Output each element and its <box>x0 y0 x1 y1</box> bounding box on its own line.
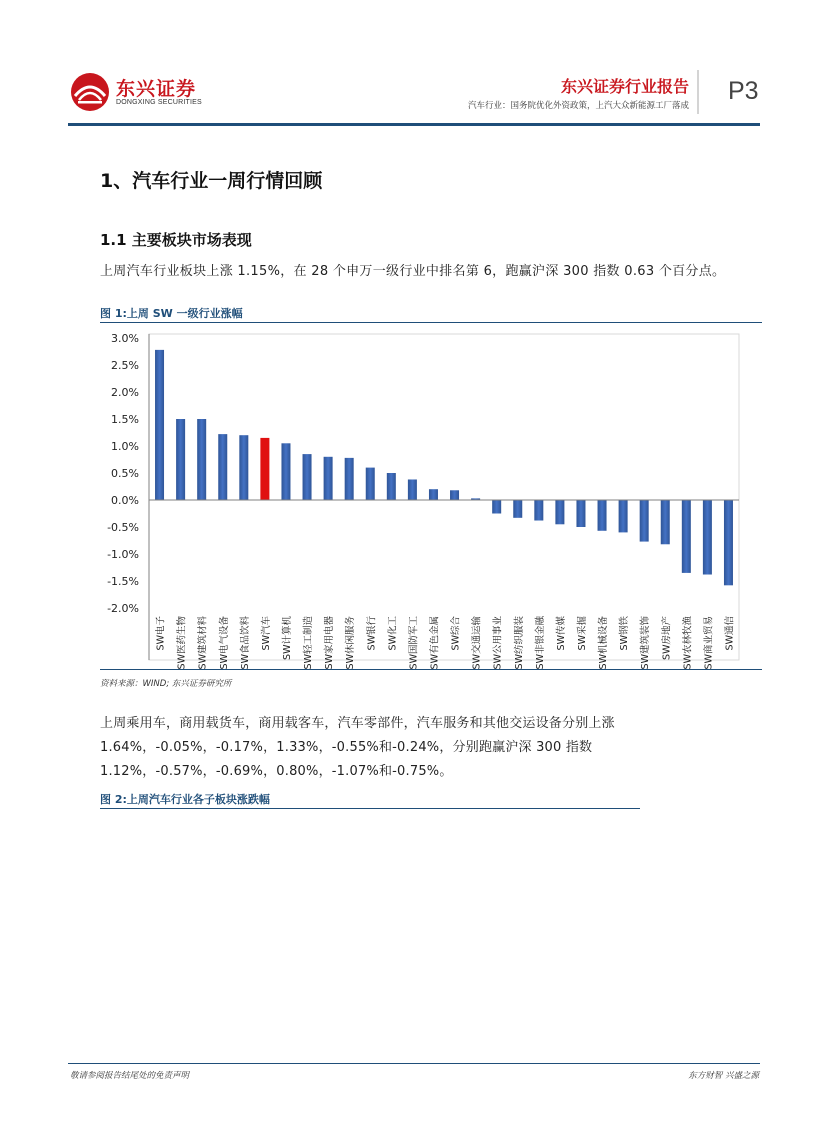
x-tick-label: SW商业贸易 <box>703 616 715 669</box>
logo-text-cn: 东兴证券 <box>116 78 197 100</box>
plot-frame <box>149 334 739 660</box>
x-tick-labels <box>155 616 736 669</box>
x-tick-label: SW化工 <box>387 616 399 651</box>
y-tick-label: 2.0% <box>111 386 139 399</box>
x-tick-label: SW建筑装饰 <box>640 616 652 669</box>
subsector-paragraph: 上周乘用车，商用载货车，商用载客车，汽车零部件，汽车服务和其他交运设备分别上涨 1.64%，-0.05%，-0.17%，1.33%，-0.55%和-0.24%，分别跑赢沪深 300 指数 1.12%，-0.57%，-0.69%，0.80%，-1.07%和-0.75%。 <box>100 716 615 779</box>
bar-15 <box>450 490 459 500</box>
x-tick-label: SW食品饮料 <box>239 616 251 669</box>
intro-paragraph: 上周汽车行业板块上涨 1.15%，在 28 个申万一级行业中排名第 6，跑赢沪深 300 指数 0.63 个百分点。 <box>100 264 726 279</box>
dongxing-logo-icon <box>70 72 110 112</box>
x-tick-label: SW国防军工 <box>408 616 420 669</box>
page-number: P3 <box>728 77 759 105</box>
y-tick-label: 3.0% <box>111 332 139 345</box>
figure-1-top-rule <box>100 322 762 323</box>
bar-11 <box>366 468 375 500</box>
subsection-heading: 1.1 主要板块市场表现 <box>100 231 252 249</box>
x-tick-label: SW纺织服装 <box>513 616 525 669</box>
bar-5 <box>239 435 248 500</box>
x-tick-label: SW汽车 <box>260 616 272 651</box>
disclaimer-note: 敬请参阅报告结尾处的免责声明 <box>70 1071 190 1081</box>
x-tick-label: SW通信 <box>724 616 736 651</box>
bar-10 <box>345 458 354 500</box>
x-tick-label: SW建筑材料 <box>197 616 209 669</box>
bar-2 <box>176 419 185 500</box>
company-logo <box>70 72 220 114</box>
bar-4 <box>218 434 227 500</box>
bar-24 <box>640 500 649 542</box>
x-tick-label: SW农林牧渔 <box>682 616 694 669</box>
bar-22 <box>598 500 607 531</box>
x-tick-label: SW房地产 <box>661 616 673 660</box>
x-tick-label: SW休闲服务 <box>345 616 357 669</box>
y-tick-label: -1.5% <box>107 575 139 588</box>
header-divider <box>697 70 699 114</box>
y-tick-label: 0.0% <box>111 494 139 507</box>
bar-26 <box>682 500 691 573</box>
x-tick-label: SW传媒 <box>555 616 567 651</box>
header-rule <box>68 123 760 126</box>
report-title: 东兴证券行业报告 <box>560 77 689 96</box>
x-tick-label: SW计算机 <box>281 616 293 660</box>
bar-20 <box>555 500 564 524</box>
bar-27 <box>703 500 712 575</box>
source-note: 资料来源：WIND; 东兴证券研究所 <box>100 679 232 689</box>
y-tick-labels <box>107 332 139 615</box>
x-tick-label: SW机械设备 <box>598 616 610 669</box>
x-tick-label: SW交通运输 <box>471 616 483 669</box>
x-tick-label: SW综合 <box>450 616 462 651</box>
bar-21 <box>576 500 585 527</box>
bar-12 <box>387 473 396 500</box>
y-tick-label: 1.0% <box>111 440 139 453</box>
bar-1 <box>155 350 164 500</box>
bar-3 <box>197 419 206 500</box>
footer-rule <box>68 1063 760 1064</box>
bar-13 <box>408 479 417 500</box>
bar-17 <box>492 500 501 514</box>
x-tick-label: SW公用事业 <box>492 616 504 669</box>
bar-9 <box>324 457 333 500</box>
x-tick-label: SW采掘 <box>576 616 588 651</box>
source-rule <box>100 669 762 670</box>
bar-chart-svg <box>100 324 762 669</box>
x-tick-label: SW非银金融 <box>534 616 546 669</box>
bar-14 <box>429 489 438 500</box>
x-tick-label: SW有色金属 <box>429 616 441 669</box>
x-tick-label: SW医药生物 <box>176 616 188 669</box>
logo-text-en: DONGXING SECURITIES <box>116 99 202 106</box>
bar-series <box>149 350 739 585</box>
x-tick-label: SW电气设备 <box>218 616 230 669</box>
figure-2-top-rule <box>100 808 640 809</box>
bar-7 <box>281 443 290 500</box>
bar-8 <box>303 454 312 500</box>
bar-18 <box>513 500 522 518</box>
x-tick-label: SW钢铁 <box>619 616 631 651</box>
section-heading: 1、汽车行业一周行情回顾 <box>100 170 323 192</box>
bar-19 <box>534 500 543 521</box>
bar-28 <box>724 500 733 585</box>
y-tick-label: -0.5% <box>107 521 139 534</box>
y-tick-label: -1.0% <box>107 548 139 561</box>
footer-slogan: 东方财智 兴盛之源 <box>688 1071 759 1081</box>
bar-25 <box>661 500 670 544</box>
x-tick-label: SW轻工制造 <box>303 616 315 669</box>
x-tick-label: SW银行 <box>366 616 378 651</box>
figure-2-caption: 图 2:上周汽车行业各子板块涨跌幅 <box>100 793 270 806</box>
report-subtitle: 汽车行业：国务院优化外资政策，上汽大众新能源工厂落成 <box>467 101 689 111</box>
y-tick-label: 2.5% <box>111 359 139 372</box>
bar-23 <box>619 500 628 532</box>
y-tick-label: -2.0% <box>107 602 139 615</box>
y-tick-label: 0.5% <box>111 467 139 480</box>
y-tick-label: 1.5% <box>111 413 139 426</box>
bar-6 <box>260 438 269 500</box>
x-tick-label: SW家用电器 <box>324 616 336 669</box>
figure-1-caption: 图 1:上周 SW 一级行业涨幅 <box>100 307 243 320</box>
industry-returns-chart <box>100 324 762 669</box>
x-tick-label: SW电子 <box>155 616 167 651</box>
